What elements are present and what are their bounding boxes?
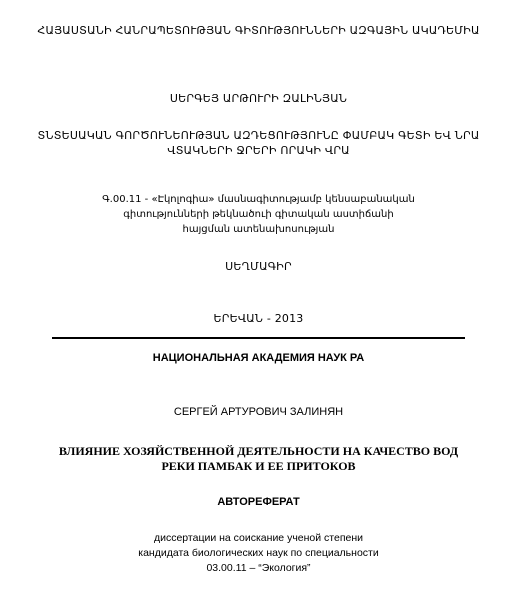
russian-institution: НАЦИОНАЛЬНАЯ АКАДЕМИЯ НАУК РА — [152, 352, 365, 364]
russian-title-line-1: ВЛИЯНИЕ ХОЗЯЙСТВЕННОЙ ДЕЯТЕЛЬНОСТИ НА КАЧЕСТВО ВОД — [58, 444, 459, 458]
armenian-doc-type: ՍԵՂՄԱԳԻՐ — [225, 260, 292, 273]
armenian-title-line-1: ՏՆՏԵՍԱԿԱՆ ԳՈՐԾՈՒՆԵՈՒԹՅԱՆ ԱԶԴԵՑՈՒԹՅՈՒՆԸ ՓԱՄԲԱԿ ԳԵՏԻ ԵՎ ՆՐԱ — [37, 129, 480, 142]
armenian-degree-line-1: Գ.00.11 - «Էկոլոգիա» մասնագիտությամբ կենսաբանական — [102, 194, 415, 205]
armenian-place-year: ԵՐԵՎԱՆ - 2013 — [213, 312, 304, 325]
armenian-degree-line-2: գիտությունների թեկնածուի գիտական աստիճանի — [123, 209, 394, 220]
russian-author: СЕРГЕЙ АРТУРОВИЧ ЗАЛИНЯН — [173, 406, 344, 418]
russian-degree-line-2: кандидата биологических наук по специальности — [138, 547, 379, 559]
russian-doc-type: АВТОРЕФЕРАТ — [217, 496, 300, 508]
armenian-title-line-2: ՎՏԱԿՆԵՐԻ ՋՐԵՐԻ ՈՐԱԿԻ ՎՐԱ — [167, 144, 350, 157]
russian-title-line-2: РЕКИ ПАМБАК И ЕЕ ПРИТОКОВ — [161, 459, 356, 473]
russian-degree-line-1: диссертации на соискание ученой степени — [153, 532, 364, 544]
russian-degree-line-3: 03.00.11 – “Экология” — [206, 562, 311, 574]
armenian-institution: ՀԱՅԱՍՏԱՆԻ ՀԱՆՐԱՊԵՏՈՒԹՅԱՆ ԳԻՏՈՒԹՅՈՒՆՆԵՐԻ ԱԶԳԱՅԻՆ ԱԿԱԴԵՄԻԱ — [37, 24, 480, 37]
armenian-degree-line-3: հայցման ատենախոսության — [182, 224, 335, 235]
section-divider — [52, 337, 465, 339]
armenian-author: ՍԵՐԳԵՅ ԱՐԹՈՒՐԻ ԶԱԼԻՆՅԱՆ — [169, 92, 348, 105]
